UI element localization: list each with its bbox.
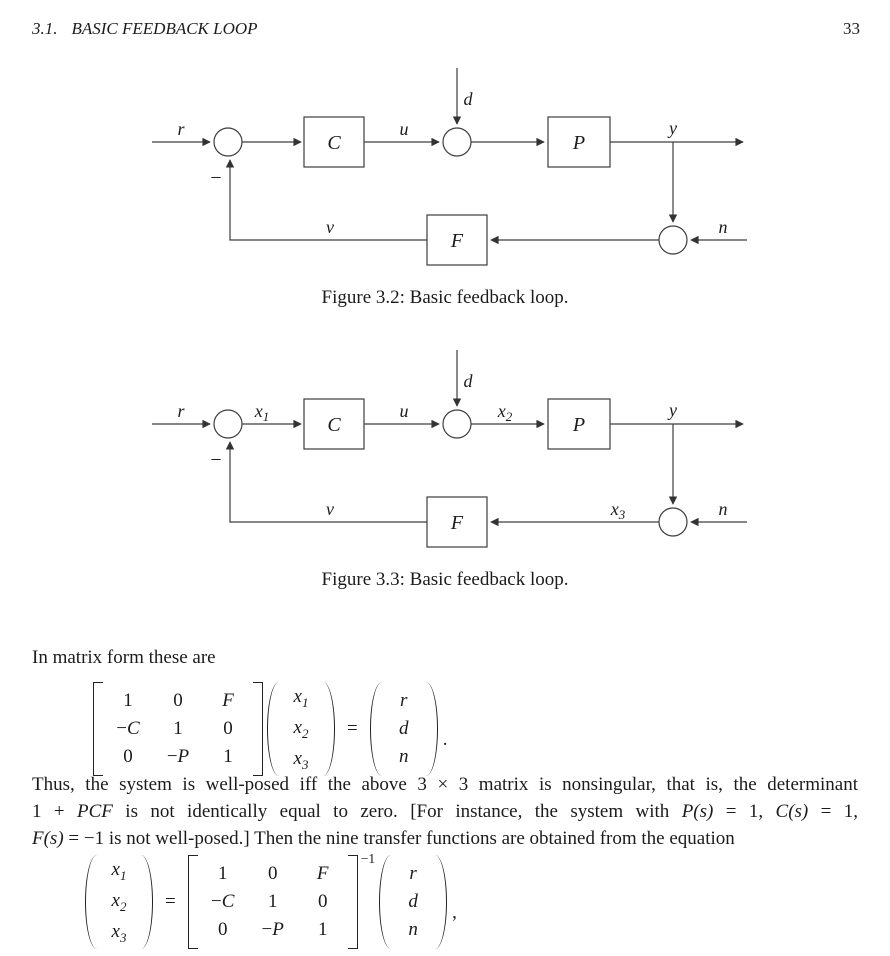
- matrix-cell: 0: [317, 891, 328, 913]
- matrix-cell: 0: [217, 919, 228, 941]
- paragraph-line: Thus, the system is well-posed iff the above 3 × 3 matrix is nonsingular, that is, the determinant: [32, 774, 858, 795]
- vector-cell: n: [408, 919, 418, 941]
- signal-label-n: n: [718, 217, 728, 237]
- body-paragraph: [32, 771, 858, 852]
- signal-label-n: n: [718, 499, 728, 519]
- matrix-cell: 1: [173, 718, 183, 740]
- block-P-label: P: [572, 414, 586, 436]
- input-vector: [382, 685, 426, 773]
- matrix-cell: 0: [173, 690, 183, 712]
- coefficient-matrix: [103, 685, 253, 773]
- matrix-cell: −C: [116, 718, 140, 740]
- vector-cell: d: [408, 891, 418, 913]
- figure-3-3-caption: Figure 3.3: Basic feedback loop.: [321, 569, 569, 590]
- block-F-label: F: [450, 230, 464, 252]
- summing-junction-mid: [443, 128, 471, 156]
- right-paren: [323, 682, 335, 776]
- signal-label-r: r: [177, 119, 185, 139]
- input-vector: [391, 858, 435, 946]
- paragraph-line: 1 + PCF is not identically equal to zero. [For instance, the system with P(s) = 1, C(s) = 1,: [32, 801, 859, 822]
- left-paren: [267, 682, 279, 776]
- signal-label-u: u: [399, 119, 409, 139]
- right-paren: [141, 855, 153, 949]
- signal-label-r: r: [177, 401, 185, 421]
- vector-cell: $x_1$: [293, 686, 309, 710]
- summing-junction-right: [659, 226, 687, 254]
- matrix-cell: 1: [317, 919, 328, 941]
- page-header: [32, 19, 860, 39]
- signal-label-v: v: [326, 499, 334, 519]
- matrix-cell: F: [222, 690, 234, 712]
- vector-cell: n: [398, 746, 409, 768]
- figure-3-2-caption: Figure 3.2: Basic feedback loop.: [321, 287, 569, 308]
- summing-junction-mid: [443, 410, 471, 438]
- figure-3-3-diagram: [0, 342, 890, 554]
- left-paren: [379, 855, 391, 949]
- matrix-cell: 1: [123, 690, 133, 712]
- left-bracket: [188, 855, 198, 949]
- intro-line: In matrix form these are: [32, 647, 216, 668]
- state-vector: [279, 681, 323, 777]
- equation-punctuation: .: [442, 729, 448, 751]
- right-bracket: [253, 682, 263, 776]
- matrix-cell: −P: [261, 919, 284, 941]
- signal-label-d: d: [463, 371, 473, 391]
- summing-junction-left: [214, 410, 242, 438]
- matrix-cell: −C: [211, 891, 235, 913]
- matrix-cell: −P: [166, 746, 190, 768]
- matrix-cell: 1: [267, 891, 278, 913]
- equation-punctuation: ,: [452, 902, 457, 924]
- signal-label-v: v: [326, 217, 334, 237]
- section-title: BASIC FEEDBACK LOOP: [71, 19, 258, 38]
- matrix-cell: 0: [123, 746, 133, 768]
- matrix-cell: 1: [223, 746, 233, 768]
- signal-label-u: u: [399, 401, 409, 421]
- vector-cell: r: [400, 690, 408, 712]
- state-vector: [97, 854, 141, 950]
- vector-cell: $x_2$: [111, 889, 127, 914]
- minus-sign: −: [210, 167, 222, 189]
- block-C-label: C: [327, 132, 341, 154]
- right-bracket: [348, 855, 358, 949]
- matrix-cell: 1: [217, 863, 228, 885]
- signal-label-x2: $x_2$: [497, 401, 513, 424]
- signal-label-y: y: [669, 118, 677, 138]
- block-C-label: C: [327, 414, 341, 436]
- signal-label-x1: $x_1$: [254, 401, 270, 424]
- equation-2: [85, 851, 457, 950]
- block-P-label: P: [572, 132, 586, 154]
- matrix-cell: 0: [223, 718, 233, 740]
- right-paren: [426, 682, 438, 776]
- left-bracket: [93, 682, 103, 776]
- summing-junction-left: [214, 128, 242, 156]
- vector-cell: $x_2$: [293, 716, 309, 741]
- page-number: 33: [843, 19, 860, 38]
- vector-cell: $x_3$: [111, 920, 127, 945]
- vector-cell: d: [398, 718, 409, 740]
- coefficient-matrix: [198, 858, 348, 946]
- matrix-cell: F: [316, 863, 329, 885]
- paragraph-line: F(s) = −1 is not well-posed.] Then the nine transfer functions are obtained from the equation: [32, 828, 735, 849]
- figure-3-2-diagram: [0, 60, 890, 272]
- section-number: 3.1.: [32, 19, 58, 38]
- matrix-cell: 0: [267, 863, 278, 885]
- signal-label-x3: $x_3$: [610, 499, 626, 522]
- summing-junction-right: [659, 508, 687, 536]
- equals-sign: =: [347, 718, 358, 740]
- inverse-exponent: −1: [360, 851, 376, 866]
- equation-1: [93, 681, 447, 777]
- right-paren: [435, 855, 447, 949]
- equals-sign: =: [165, 891, 176, 913]
- left-paren: [370, 682, 382, 776]
- signal-label-d: d: [463, 89, 473, 109]
- minus-sign: −: [210, 449, 222, 471]
- block-F-label: F: [450, 512, 464, 534]
- vector-cell: $x_3$: [293, 747, 309, 772]
- vector-cell: $x_1$: [111, 859, 127, 883]
- left-paren: [85, 855, 97, 949]
- signal-label-y: y: [669, 400, 677, 420]
- vector-cell: r: [409, 863, 417, 885]
